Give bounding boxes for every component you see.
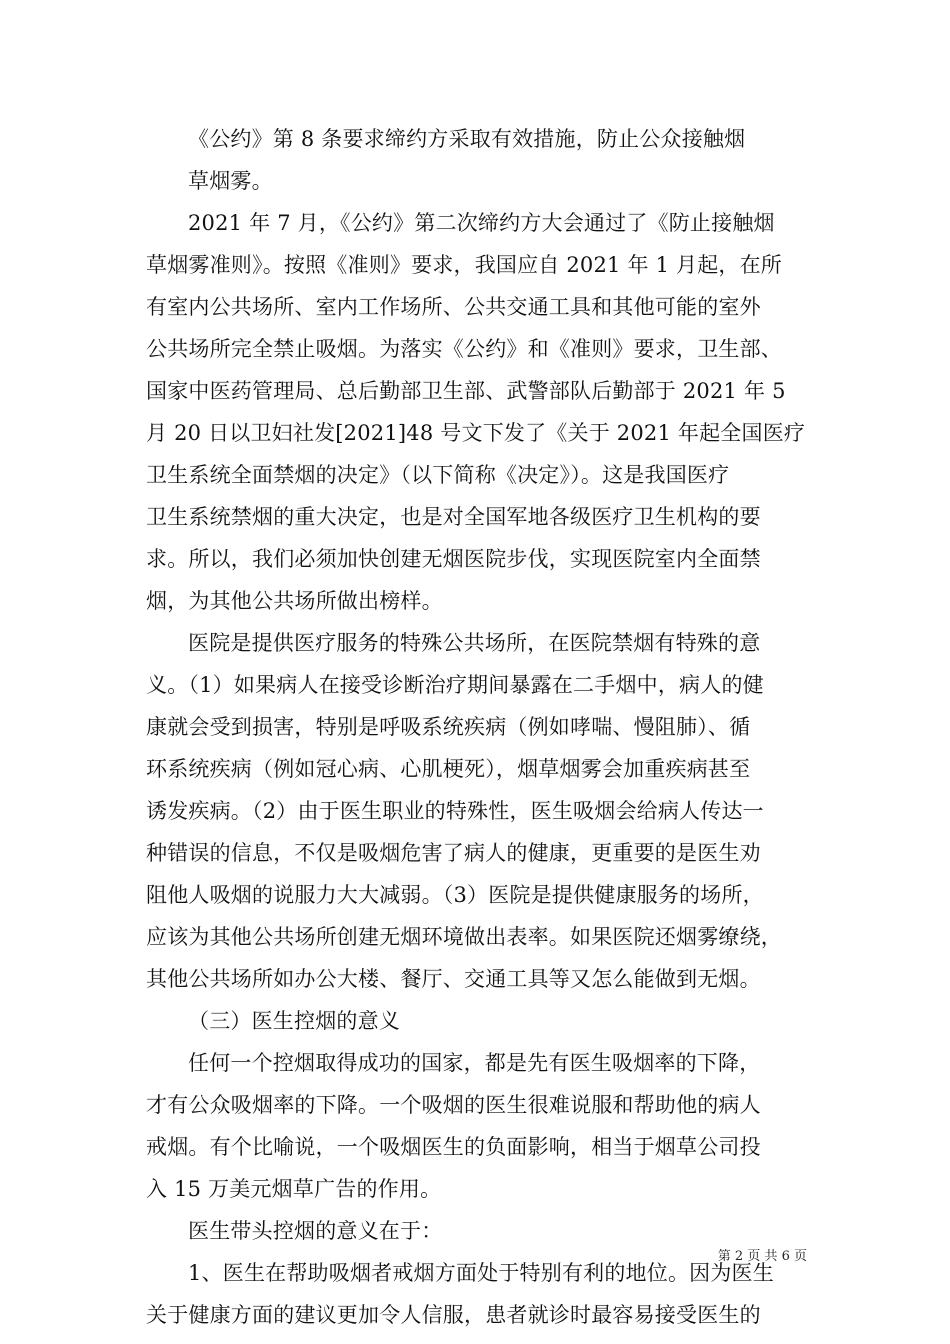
paragraph-line: 阻他人吸烟的说服力大大减弱。（3）医院是提供健康服务的场所， — [146, 883, 764, 907]
paragraph-line: 诱发疾病。（2）由于医生职业的特殊性，医生吸烟会给病人传达一 — [146, 799, 764, 823]
paragraph-line: 入 15 万美元烟草广告的作用。 — [146, 1177, 442, 1201]
document-body — [146, 118, 818, 1336]
paragraph-line: 国家中医药管理局、总后勤部卫生部、武警部队后勤部于 2021 年 5 — [146, 379, 786, 403]
paragraph-line: 环系统疾病（例如冠心病、心肌梗死），烟草烟雾会加重疾病甚至 — [146, 757, 751, 781]
paragraph-line: 烟，为其他公共场所做出榜样。 — [146, 589, 443, 613]
paragraph-line: 《公约》第 8 条要求缔约方采取有效措施，防止公众接触烟 — [188, 127, 746, 151]
paragraph-line: 草烟雾准则》。按照《准则》要求，我国应自 2021 年 1 月起，在所 — [146, 253, 783, 277]
paragraph-line: 1、医生在帮助吸烟者戒烟方面处于特别有利的地位。因为医生 — [188, 1261, 774, 1285]
paragraph-line: 应该为其他公共场所创建无烟环境做出表率。如果医院还烟雾缭绕， — [146, 925, 782, 949]
paragraph-line: 卫生系统全面禁烟的决定》（以下简称《决定》）。这是我国医疗 — [146, 463, 730, 487]
paragraph-line: 戒烟。有个比喻说，一个吸烟医生的负面影响，相当于烟草公司投 — [146, 1135, 761, 1159]
section-heading: （三）医生控烟的意义 — [188, 1009, 400, 1033]
paragraph-line: 求。所以，我们必须加快创建无烟医院步伐，实现医院室内全面禁 — [146, 547, 761, 571]
paragraph-line: 其他公共场所如办公大楼、餐厅、交通工具等又怎么能做到无烟。 — [146, 967, 761, 991]
paragraph-line: 医生带头控烟的意义在于： — [188, 1219, 443, 1243]
paragraph-line: 种错误的信息，不仅是吸烟危害了病人的健康，更重要的是医生劝 — [146, 841, 761, 865]
paragraph-line: 有室内公共场所、室内工作场所、公共交通工具和其他可能的室外 — [146, 295, 761, 319]
paragraph-line: 月 20 日以卫妇社发[2021]48 号文下发了《关于 2021 年起全国医疗 — [146, 421, 806, 445]
paragraph-line: 关于健康方面的建议更加令人信服，患者就诊时最容易接受医生的 — [146, 1303, 761, 1327]
paragraph-line: 任何一个控烟取得成功的国家，都是先有医生吸烟率的下降， — [188, 1051, 761, 1075]
paragraph-line: 卫生系统禁烟的重大决定，也是对全国军地各级医疗卫生机构的要 — [146, 505, 761, 529]
paragraph-line: 公共场所完全禁止吸烟。为落实《公约》和《准则》要求，卫生部、 — [146, 337, 782, 361]
paragraph-line: 2021 年 7 月，《公约》第二次缔约方大会通过了《防止接触烟 — [188, 211, 775, 235]
paragraph-line: 才有公众吸烟率的下降。一个吸烟的医生很难说服和帮助他的病人 — [146, 1093, 761, 1117]
paragraph-line: 草烟雾。 — [188, 169, 273, 193]
paragraph-line: 康就会受到损害，特别是呼吸系统疾病（例如哮喘、慢阻肺）、循 — [146, 715, 751, 739]
paragraph-line: 医院是提供医疗服务的特殊公共场所，在医院禁烟有特殊的意 — [188, 631, 761, 655]
paragraph-line: 义。（1）如果病人在接受诊断治疗期间暴露在二手烟中，病人的健 — [146, 673, 764, 697]
page-number: 第 2 页 共 6 页 — [717, 1249, 807, 1264]
